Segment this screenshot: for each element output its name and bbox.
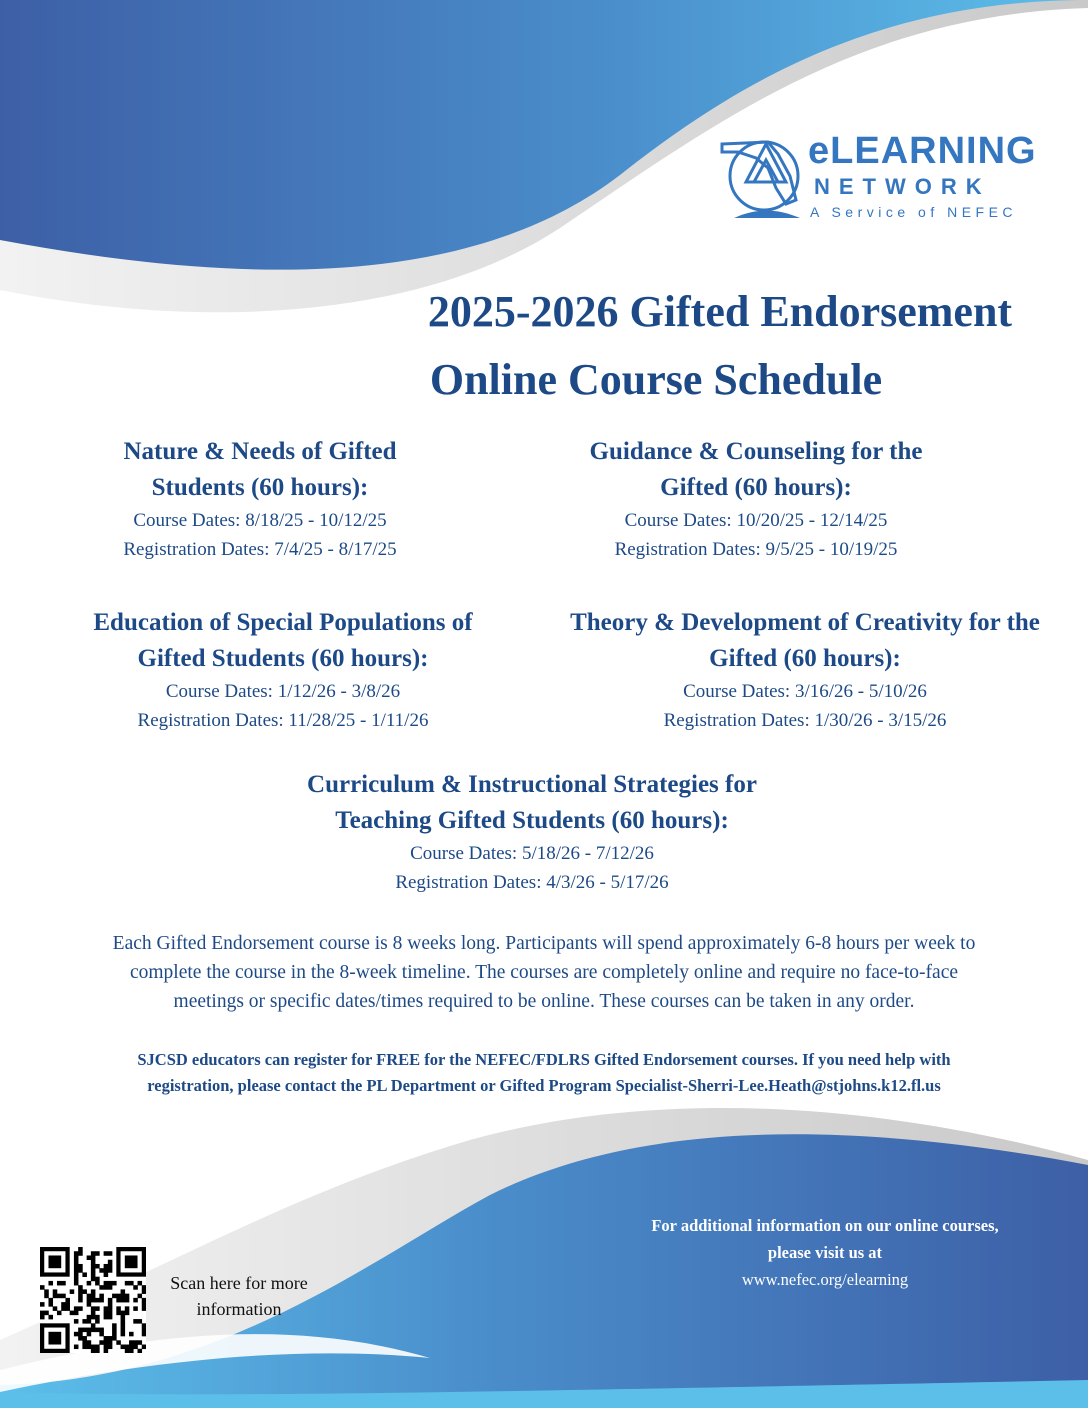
registration-dates: Registration Dates: 11/28/25 - 1/11/26: [137, 710, 429, 731]
page-title-line1: 2025-2026 Gifted Endorsement: [427, 287, 1013, 336]
footer-info: [600, 1212, 1050, 1293]
course-dates: Course Dates: 10/20/25 - 12/14/25: [624, 510, 888, 531]
course-dates: Course Dates: 8/18/25 - 10/12/25: [133, 510, 387, 531]
elearning-logo: [716, 118, 1046, 228]
course-nature-needs: [60, 434, 460, 564]
course-title: Nature & Needs of Gifted Students (60 hours):: [123, 438, 397, 501]
florida-state-logo-icon: [716, 118, 808, 222]
logo-elearning-text: eLEARNING: [808, 130, 1037, 172]
scan-text: Scan here for more information: [170, 1273, 308, 1319]
footer-info-line1: For additional information on our online courses,: [651, 1216, 999, 1235]
course-dates: Course Dates: 3/16/26 - 5/10/26: [683, 681, 927, 702]
qr-code[interactable]: [40, 1247, 146, 1353]
course-curriculum-strategies: [262, 767, 802, 897]
course-title: Curriculum & Instructional Strategies for Teaching Gifted Students (60 hours):: [307, 771, 757, 834]
contact-email-text[interactable]: registration, please contact the PL Department or Gifted Program Specialist-Sherri-Lee.Heath@stjohns.k12.fl.us: [147, 1076, 941, 1095]
logo-service-text: A Service of NEFEC: [810, 204, 1018, 220]
footer-info-line2: please visit us at: [767, 1243, 883, 1262]
course-title: Guidance & Counseling for the Gifted (60 hours):: [589, 438, 923, 501]
course-special-populations: [50, 605, 516, 735]
registration-note: SJCSD educators can register for FREE for the NEFEC/FDLRS Gifted Endorsement courses. If you need help with registration, please contact the PL Department or Gifted Program Specialist-Sherri-Lee.Heath@stjohns.k12.fl.us: [30, 1047, 1058, 1099]
course-dates: Course Dates: 1/12/26 - 3/8/26: [165, 681, 401, 702]
registration-dates: Registration Dates: 9/5/25 - 10/19/25: [614, 539, 898, 560]
course-description: Each Gifted Endorsement course is 8 weeks long. Participants will spend approximately 6-8 hours per week to complete the course in the 8-week timeline. The courses are completely online and require no face-to-face meetings or specific dates/times required to be online. These courses can be taken in any order.: [112, 933, 976, 1012]
course-guidance-counseling: [526, 434, 986, 564]
registration-dates: Registration Dates: 4/3/26 - 5/17/26: [395, 872, 669, 893]
logo-network-text: NETWORK: [814, 174, 991, 199]
registration-dates: Registration Dates: 1/30/26 - 3/15/26: [663, 710, 947, 731]
course-title: Theory & Development of Creativity for the Gifted (60 hours):: [570, 609, 1040, 672]
footer-url-link[interactable]: www.nefec.org/elearning: [741, 1270, 909, 1289]
course-title: Education of Special Populations of Gifted Students (60 hours):: [93, 609, 473, 672]
course-dates: Course Dates: 5/18/26 - 7/12/26: [410, 843, 654, 864]
page-title-line2: Online Course Schedule: [429, 355, 883, 404]
registration-dates: Registration Dates: 7/4/25 - 8/17/25: [123, 539, 397, 560]
qr-code-icon: [40, 1247, 146, 1353]
course-theory-creativity: [550, 605, 1060, 735]
